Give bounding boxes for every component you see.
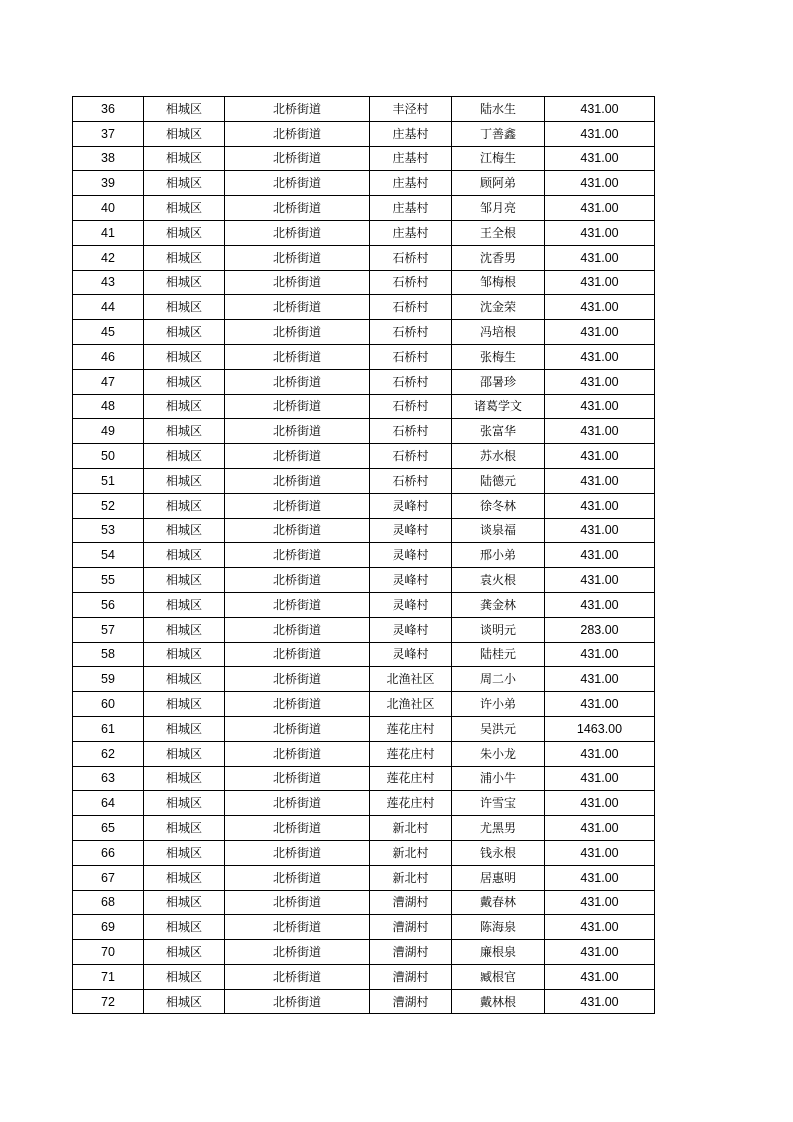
person-name-cell: 戴春林	[452, 890, 545, 915]
row-number-cell: 43	[73, 270, 144, 295]
person-name-cell: 徐冬林	[452, 493, 545, 518]
street-cell: 北桥街道	[225, 196, 370, 221]
person-name-cell: 张富华	[452, 419, 545, 444]
amount-cell: 431.00	[545, 766, 655, 791]
person-name-cell: 浦小牛	[452, 766, 545, 791]
table-row	[73, 716, 655, 741]
row-number-cell: 71	[73, 964, 144, 989]
village-cell: 漕湖村	[370, 964, 452, 989]
street-cell: 北桥街道	[225, 468, 370, 493]
row-number-cell: 58	[73, 642, 144, 667]
table-row	[73, 270, 655, 295]
table-row	[73, 295, 655, 320]
district-cell: 相城区	[144, 667, 225, 692]
person-name-cell: 陆桂元	[452, 642, 545, 667]
amount-cell: 431.00	[545, 568, 655, 593]
district-cell: 相城区	[144, 196, 225, 221]
street-cell: 北桥街道	[225, 989, 370, 1014]
person-name-cell: 许小弟	[452, 692, 545, 717]
village-cell: 石桥村	[370, 468, 452, 493]
village-cell: 石桥村	[370, 295, 452, 320]
district-cell: 相城区	[144, 146, 225, 171]
village-cell: 石桥村	[370, 270, 452, 295]
village-cell: 石桥村	[370, 245, 452, 270]
district-cell: 相城区	[144, 444, 225, 469]
table-row	[73, 419, 655, 444]
street-cell: 北桥街道	[225, 493, 370, 518]
district-cell: 相城区	[144, 741, 225, 766]
person-name-cell: 尤黑男	[452, 816, 545, 841]
table-row	[73, 121, 655, 146]
amount-cell: 431.00	[545, 692, 655, 717]
amount-cell: 431.00	[545, 493, 655, 518]
street-cell: 北桥街道	[225, 865, 370, 890]
street-cell: 北桥街道	[225, 667, 370, 692]
table-row	[73, 220, 655, 245]
person-name-cell: 邵暑珍	[452, 369, 545, 394]
row-number-cell: 37	[73, 121, 144, 146]
district-cell: 相城区	[144, 568, 225, 593]
table-row	[73, 468, 655, 493]
street-cell: 北桥街道	[225, 915, 370, 940]
amount-cell: 431.00	[545, 741, 655, 766]
row-number-cell: 68	[73, 890, 144, 915]
table-row	[73, 493, 655, 518]
row-number-cell: 45	[73, 320, 144, 345]
amount-cell: 431.00	[545, 667, 655, 692]
district-cell: 相城区	[144, 890, 225, 915]
district-cell: 相城区	[144, 493, 225, 518]
street-cell: 北桥街道	[225, 766, 370, 791]
row-number-cell: 42	[73, 245, 144, 270]
table-row	[73, 940, 655, 965]
street-cell: 北桥街道	[225, 444, 370, 469]
street-cell: 北桥街道	[225, 964, 370, 989]
amount-cell: 431.00	[545, 419, 655, 444]
table-row	[73, 989, 655, 1014]
person-name-cell: 周二小	[452, 667, 545, 692]
table-row	[73, 592, 655, 617]
person-name-cell: 陆水生	[452, 97, 545, 122]
table-row	[73, 667, 655, 692]
amount-cell: 431.00	[545, 245, 655, 270]
table-row	[73, 741, 655, 766]
street-cell: 北桥街道	[225, 121, 370, 146]
table-row	[73, 617, 655, 642]
person-name-cell: 邹月亮	[452, 196, 545, 221]
street-cell: 北桥街道	[225, 270, 370, 295]
row-number-cell: 65	[73, 816, 144, 841]
person-name-cell: 张梅生	[452, 344, 545, 369]
person-name-cell: 袁火根	[452, 568, 545, 593]
person-name-cell: 居惠明	[452, 865, 545, 890]
village-cell: 莲花庄村	[370, 741, 452, 766]
village-cell: 北渔社区	[370, 692, 452, 717]
row-number-cell: 62	[73, 741, 144, 766]
village-cell: 莲花庄村	[370, 766, 452, 791]
village-cell: 石桥村	[370, 344, 452, 369]
row-number-cell: 49	[73, 419, 144, 444]
row-number-cell: 50	[73, 444, 144, 469]
amount-cell: 431.00	[545, 915, 655, 940]
district-cell: 相城区	[144, 692, 225, 717]
amount-cell: 431.00	[545, 121, 655, 146]
person-name-cell: 邹梅根	[452, 270, 545, 295]
village-cell: 庄基村	[370, 171, 452, 196]
street-cell: 北桥街道	[225, 940, 370, 965]
table-row	[73, 146, 655, 171]
person-name-cell: 沈香男	[452, 245, 545, 270]
street-cell: 北桥街道	[225, 320, 370, 345]
amount-cell: 431.00	[545, 344, 655, 369]
person-name-cell: 江梅生	[452, 146, 545, 171]
amount-cell: 431.00	[545, 444, 655, 469]
amount-cell: 431.00	[545, 890, 655, 915]
table-row	[73, 791, 655, 816]
street-cell: 北桥街道	[225, 890, 370, 915]
street-cell: 北桥街道	[225, 816, 370, 841]
row-number-cell: 70	[73, 940, 144, 965]
person-name-cell: 廉根泉	[452, 940, 545, 965]
amount-cell: 431.00	[545, 518, 655, 543]
district-cell: 相城区	[144, 716, 225, 741]
amount-cell: 431.00	[545, 592, 655, 617]
person-name-cell: 苏水根	[452, 444, 545, 469]
amount-cell: 431.00	[545, 543, 655, 568]
street-cell: 北桥街道	[225, 394, 370, 419]
person-name-cell: 诸葛学文	[452, 394, 545, 419]
table-row	[73, 543, 655, 568]
person-name-cell: 陆德元	[452, 468, 545, 493]
street-cell: 北桥街道	[225, 171, 370, 196]
district-cell: 相城区	[144, 369, 225, 394]
district-cell: 相城区	[144, 840, 225, 865]
row-number-cell: 51	[73, 468, 144, 493]
row-number-cell: 40	[73, 196, 144, 221]
person-name-cell: 冯培根	[452, 320, 545, 345]
street-cell: 北桥街道	[225, 344, 370, 369]
row-number-cell: 66	[73, 840, 144, 865]
street-cell: 北桥街道	[225, 642, 370, 667]
row-number-cell: 59	[73, 667, 144, 692]
village-cell: 新北村	[370, 816, 452, 841]
village-cell: 漕湖村	[370, 915, 452, 940]
table-row	[73, 97, 655, 122]
amount-cell: 431.00	[545, 97, 655, 122]
person-name-cell: 龚金林	[452, 592, 545, 617]
street-cell: 北桥街道	[225, 716, 370, 741]
district-cell: 相城区	[144, 865, 225, 890]
village-cell: 灵峰村	[370, 592, 452, 617]
table-row	[73, 320, 655, 345]
district-cell: 相城区	[144, 816, 225, 841]
village-cell: 新北村	[370, 840, 452, 865]
village-cell: 灵峰村	[370, 617, 452, 642]
street-cell: 北桥街道	[225, 617, 370, 642]
row-number-cell: 47	[73, 369, 144, 394]
table-row	[73, 915, 655, 940]
street-cell: 北桥街道	[225, 295, 370, 320]
table-row	[73, 245, 655, 270]
district-cell: 相城区	[144, 617, 225, 642]
amount-cell: 431.00	[545, 816, 655, 841]
village-cell: 灵峰村	[370, 493, 452, 518]
table-row	[73, 964, 655, 989]
table-row	[73, 568, 655, 593]
district-cell: 相城区	[144, 245, 225, 270]
data-table	[72, 96, 655, 1014]
row-number-cell: 61	[73, 716, 144, 741]
street-cell: 北桥街道	[225, 791, 370, 816]
street-cell: 北桥街道	[225, 518, 370, 543]
village-cell: 新北村	[370, 865, 452, 890]
person-name-cell: 吴洪元	[452, 716, 545, 741]
district-cell: 相城区	[144, 97, 225, 122]
district-cell: 相城区	[144, 320, 225, 345]
street-cell: 北桥街道	[225, 97, 370, 122]
street-cell: 北桥街道	[225, 692, 370, 717]
table-row	[73, 840, 655, 865]
row-number-cell: 57	[73, 617, 144, 642]
district-cell: 相城区	[144, 940, 225, 965]
street-cell: 北桥街道	[225, 592, 370, 617]
table-row	[73, 816, 655, 841]
table-row	[73, 344, 655, 369]
street-cell: 北桥街道	[225, 568, 370, 593]
row-number-cell: 39	[73, 171, 144, 196]
amount-cell: 283.00	[545, 617, 655, 642]
street-cell: 北桥街道	[225, 419, 370, 444]
district-cell: 相城区	[144, 220, 225, 245]
village-cell: 石桥村	[370, 394, 452, 419]
district-cell: 相城区	[144, 989, 225, 1014]
table-row	[73, 171, 655, 196]
district-cell: 相城区	[144, 766, 225, 791]
table-row	[73, 518, 655, 543]
table-row	[73, 865, 655, 890]
table-row	[73, 394, 655, 419]
amount-cell: 431.00	[545, 320, 655, 345]
table-row	[73, 642, 655, 667]
row-number-cell: 53	[73, 518, 144, 543]
village-cell: 丰泾村	[370, 97, 452, 122]
row-number-cell: 38	[73, 146, 144, 171]
village-cell: 庄基村	[370, 121, 452, 146]
village-cell: 灵峰村	[370, 568, 452, 593]
table-body	[73, 97, 655, 1014]
amount-cell: 431.00	[545, 791, 655, 816]
street-cell: 北桥街道	[225, 146, 370, 171]
row-number-cell: 67	[73, 865, 144, 890]
table-row	[73, 444, 655, 469]
district-cell: 相城区	[144, 642, 225, 667]
person-name-cell: 陈海泉	[452, 915, 545, 940]
row-number-cell: 41	[73, 220, 144, 245]
amount-cell: 431.00	[545, 940, 655, 965]
district-cell: 相城区	[144, 543, 225, 568]
amount-cell: 431.00	[545, 394, 655, 419]
street-cell: 北桥街道	[225, 369, 370, 394]
row-number-cell: 44	[73, 295, 144, 320]
village-cell: 灵峰村	[370, 518, 452, 543]
village-cell: 灵峰村	[370, 642, 452, 667]
village-cell: 庄基村	[370, 146, 452, 171]
district-cell: 相城区	[144, 419, 225, 444]
amount-cell: 431.00	[545, 369, 655, 394]
village-cell: 莲花庄村	[370, 791, 452, 816]
amount-cell: 431.00	[545, 295, 655, 320]
village-cell: 漕湖村	[370, 989, 452, 1014]
row-number-cell: 56	[73, 592, 144, 617]
village-cell: 漕湖村	[370, 940, 452, 965]
table-row	[73, 369, 655, 394]
amount-cell: 431.00	[545, 642, 655, 667]
street-cell: 北桥街道	[225, 220, 370, 245]
district-cell: 相城区	[144, 518, 225, 543]
street-cell: 北桥街道	[225, 543, 370, 568]
row-number-cell: 46	[73, 344, 144, 369]
row-number-cell: 60	[73, 692, 144, 717]
village-cell: 石桥村	[370, 444, 452, 469]
person-name-cell: 王全根	[452, 220, 545, 245]
table-row	[73, 196, 655, 221]
row-number-cell: 64	[73, 791, 144, 816]
amount-cell: 431.00	[545, 989, 655, 1014]
amount-cell: 431.00	[545, 196, 655, 221]
district-cell: 相城区	[144, 915, 225, 940]
row-number-cell: 69	[73, 915, 144, 940]
row-number-cell: 63	[73, 766, 144, 791]
village-cell: 庄基村	[370, 220, 452, 245]
village-cell: 石桥村	[370, 419, 452, 444]
amount-cell: 431.00	[545, 468, 655, 493]
table-row	[73, 890, 655, 915]
district-cell: 相城区	[144, 270, 225, 295]
row-number-cell: 52	[73, 493, 144, 518]
amount-cell: 431.00	[545, 964, 655, 989]
district-cell: 相城区	[144, 791, 225, 816]
person-name-cell: 顾阿弟	[452, 171, 545, 196]
district-cell: 相城区	[144, 121, 225, 146]
district-cell: 相城区	[144, 468, 225, 493]
person-name-cell: 钱永根	[452, 840, 545, 865]
village-cell: 莲花庄村	[370, 716, 452, 741]
district-cell: 相城区	[144, 295, 225, 320]
person-name-cell: 朱小龙	[452, 741, 545, 766]
amount-cell: 1463.00	[545, 716, 655, 741]
row-number-cell: 48	[73, 394, 144, 419]
row-number-cell: 54	[73, 543, 144, 568]
village-cell: 漕湖村	[370, 890, 452, 915]
person-name-cell: 谈泉福	[452, 518, 545, 543]
person-name-cell: 丁善鑫	[452, 121, 545, 146]
village-cell: 庄基村	[370, 196, 452, 221]
amount-cell: 431.00	[545, 171, 655, 196]
amount-cell: 431.00	[545, 146, 655, 171]
district-cell: 相城区	[144, 964, 225, 989]
amount-cell: 431.00	[545, 220, 655, 245]
village-cell: 灵峰村	[370, 543, 452, 568]
district-cell: 相城区	[144, 344, 225, 369]
amount-cell: 431.00	[545, 840, 655, 865]
district-cell: 相城区	[144, 394, 225, 419]
village-cell: 北渔社区	[370, 667, 452, 692]
person-name-cell: 邢小弟	[452, 543, 545, 568]
row-number-cell: 55	[73, 568, 144, 593]
table-row	[73, 766, 655, 791]
amount-cell: 431.00	[545, 270, 655, 295]
street-cell: 北桥街道	[225, 741, 370, 766]
village-cell: 石桥村	[370, 320, 452, 345]
person-name-cell: 沈金荣	[452, 295, 545, 320]
street-cell: 北桥街道	[225, 840, 370, 865]
amount-cell: 431.00	[545, 865, 655, 890]
person-name-cell: 臧根官	[452, 964, 545, 989]
village-cell: 石桥村	[370, 369, 452, 394]
row-number-cell: 72	[73, 989, 144, 1014]
district-cell: 相城区	[144, 592, 225, 617]
district-cell: 相城区	[144, 171, 225, 196]
row-number-cell: 36	[73, 97, 144, 122]
person-name-cell: 许雪宝	[452, 791, 545, 816]
person-name-cell: 戴林根	[452, 989, 545, 1014]
street-cell: 北桥街道	[225, 245, 370, 270]
table-row	[73, 692, 655, 717]
person-name-cell: 谈明元	[452, 617, 545, 642]
